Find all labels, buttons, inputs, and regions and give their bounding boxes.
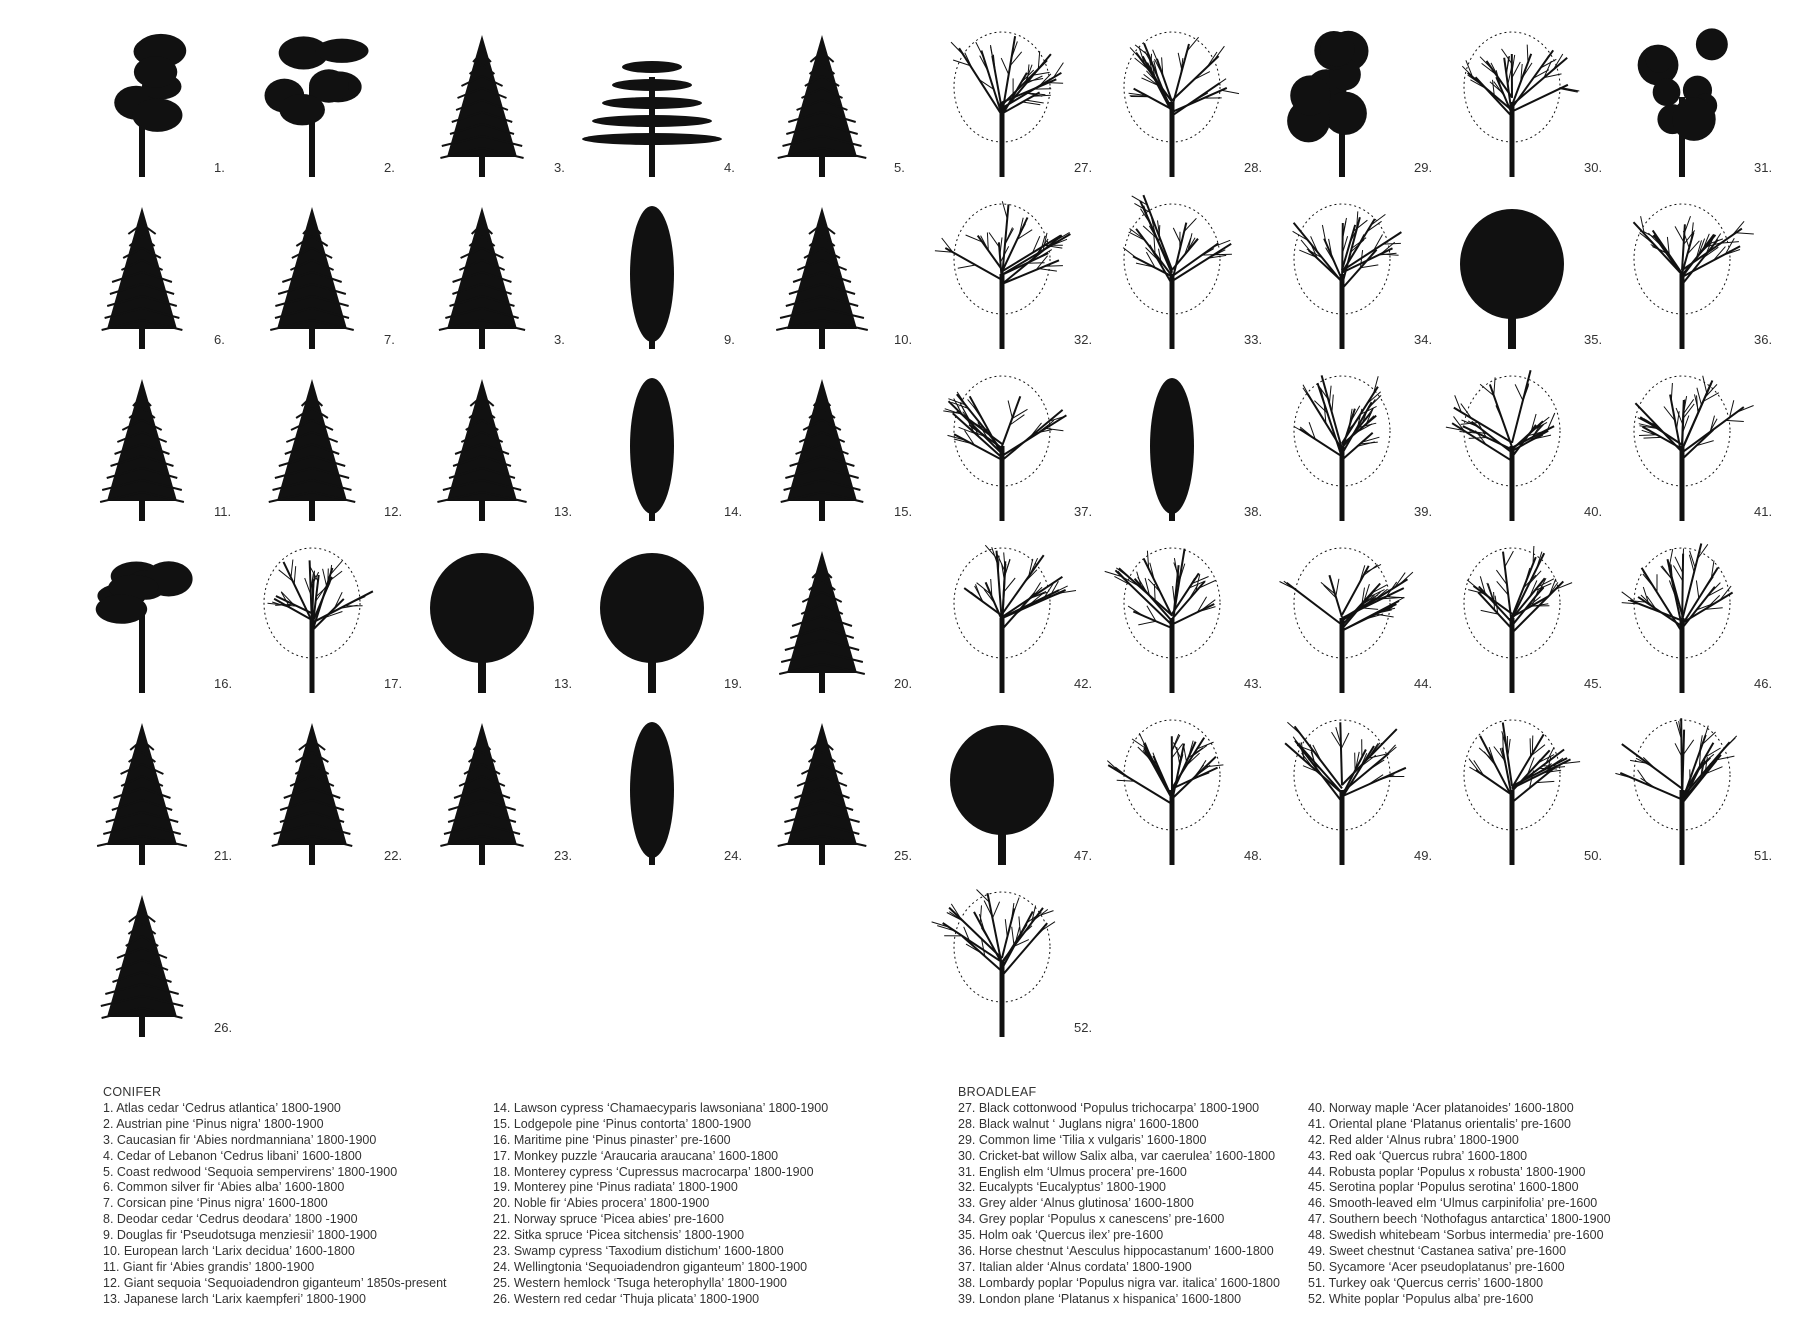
tree-number-label: 31. — [1754, 160, 1773, 175]
tree-number-label: 36. — [1754, 332, 1773, 347]
tree-silhouette — [242, 22, 412, 187]
tree-icon — [252, 27, 372, 182]
legend-entry: 14. Lawson cypress ‘Chamaecyparis lawsoniana’ 1800-1900 — [493, 1100, 829, 1115]
tree-icon — [82, 887, 202, 1042]
tree-icon — [942, 887, 1062, 1042]
tree-number-label: 46. — [1754, 676, 1773, 691]
legend-entry: 17. Monkey puzzle ‘Araucaria araucana’ 1600-1800 — [493, 1148, 779, 1163]
legend-entry: 35. Holm oak ‘Quercus ilex’ pre-1600 — [958, 1228, 1164, 1243]
tree-silhouette — [752, 22, 922, 187]
tree-silhouette — [932, 22, 1102, 187]
tree-silhouette — [72, 194, 242, 359]
legend-entry: 27. Black cottonwood ‘Populus trichocarpa’ 1800-1900 — [958, 1100, 1260, 1115]
tree-number-label: 28. — [1244, 160, 1263, 175]
tree-number-label: 41. — [1754, 504, 1773, 519]
tree-icon — [1622, 543, 1742, 698]
tree-silhouette — [1612, 22, 1782, 187]
tree-number-label: 40. — [1584, 504, 1603, 519]
tree-number-label: 30. — [1584, 160, 1603, 175]
legend-entry: 19. Monterey pine ‘Pinus radiata’ 1800-1900 — [493, 1180, 738, 1195]
legend-section-title — [1308, 1085, 1611, 1101]
tree-silhouette — [1612, 538, 1782, 703]
tree-icon — [1112, 715, 1232, 870]
tree-silhouette — [1442, 22, 1612, 187]
legend-entry: 33. Grey alder ‘Alnus glutinosa’ 1600-1800 — [958, 1196, 1194, 1211]
tree-silhouette — [1102, 194, 1272, 359]
tree-silhouette — [932, 194, 1102, 359]
legend-entry: 32. Eucalypts ‘Eucalyptus’ 1800-1900 — [958, 1180, 1167, 1195]
legend-entry: 31. English elm ‘Ulmus procera’ pre-1600 — [958, 1164, 1187, 1179]
tree-silhouette — [752, 194, 922, 359]
tree-number-label: 37. — [1074, 504, 1093, 519]
tree-silhouette — [1272, 22, 1442, 187]
legend-entry: 2. Austrian pine ‘Pinus nigra’ 1800-1900 — [103, 1116, 324, 1131]
tree-icon — [422, 543, 542, 698]
tree-number-label: 4. — [724, 160, 735, 175]
legend-entry: 8. Deodar cedar ‘Cedrus deodara’ 1800 -1900 — [103, 1212, 358, 1227]
legend-entry: 20. Noble fir ‘Abies procera’ 1800-1900 — [493, 1196, 710, 1211]
tree-icon — [1452, 199, 1572, 354]
tree-number-label: 11. — [214, 504, 232, 519]
legend-entry: 52. White poplar ‘Populus alba’ pre-1600 — [1308, 1291, 1534, 1306]
tree-icon — [1282, 199, 1402, 354]
tree-silhouette — [1442, 366, 1612, 531]
tree-number-label: 33. — [1244, 332, 1263, 347]
tree-number-label: 49. — [1414, 848, 1433, 863]
tree-icon — [1112, 543, 1232, 698]
tree-number-label: 29. — [1414, 160, 1433, 175]
tree-number-label: 1. — [214, 160, 225, 175]
tree-icon — [252, 715, 372, 870]
legend-entry: 22. Sitka spruce ‘Picea sitchensis’ 1800-1900 — [493, 1228, 745, 1243]
tree-icon — [942, 27, 1062, 182]
legend-entry: 34. Grey poplar ‘Populus x canescens’ pre-1600 — [958, 1212, 1225, 1227]
tree-icon — [1112, 27, 1232, 182]
tree-number-label: 2. — [384, 160, 395, 175]
tree-number-label: 5. — [894, 160, 905, 175]
legend-section-title: BROADLEAF — [958, 1085, 1037, 1099]
legend-entry: 23. Swamp cypress ‘Taxodium distichum’ 1600-1800 — [493, 1244, 784, 1259]
legend-entry: 45. Serotina poplar ‘Populus serotina’ 1600-1800 — [1308, 1180, 1579, 1195]
tree-number-label: 15. — [894, 504, 913, 519]
tree-icon — [592, 543, 712, 698]
tree-icon — [252, 199, 372, 354]
legend-entry: 38. Lombardy poplar ‘Populus nigra var. italica’ 1600-1800 — [958, 1275, 1280, 1290]
tree-silhouette — [752, 366, 922, 531]
legend-conifer-col-2 — [493, 1085, 828, 1308]
tree-icon — [762, 27, 882, 182]
tree-silhouette — [412, 194, 582, 359]
tree-icon — [762, 715, 882, 870]
tree-silhouette — [1442, 538, 1612, 703]
tree-icon — [592, 371, 712, 526]
legend-entry: 49. Sweet chestnut ‘Castanea sativa’ pre-1600 — [1308, 1244, 1567, 1259]
tree-icon — [1452, 715, 1572, 870]
legend-entry: 50. Sycamore ‘Acer pseudoplatanus’ pre-1600 — [1308, 1259, 1565, 1274]
tree-silhouette — [582, 366, 752, 531]
tree-number-label: 10. — [894, 332, 913, 347]
tree-icon — [1112, 371, 1232, 526]
tree-silhouette — [1272, 710, 1442, 875]
tree-silhouette — [1442, 194, 1612, 359]
tree-number-label: 16. — [214, 676, 233, 691]
tree-icon — [252, 371, 372, 526]
legend-entry: 3. Caucasian fir ‘Abies nordmanniana’ 1800-1900 — [103, 1132, 377, 1147]
legend-entry: 43. Red oak ‘Quercus rubra’ 1600-1800 — [1308, 1148, 1528, 1163]
legend-entry: 42. Red alder ‘Alnus rubra’ 1800-1900 — [1308, 1132, 1519, 1147]
tree-number-label: 23. — [554, 848, 573, 863]
tree-silhouette — [1102, 22, 1272, 187]
legend-entry: 47. Southern beech ‘Nothofagus antarctica’ 1800-1900 — [1308, 1212, 1611, 1227]
legend-entry: 26. Western red cedar ‘Thuja plicata’ 1800-1900 — [493, 1291, 760, 1306]
tree-number-label: 35. — [1584, 332, 1603, 347]
tree-silhouette — [582, 538, 752, 703]
legend-entry: 10. European larch ‘Larix decidua’ 1600-1800 — [103, 1244, 355, 1259]
tree-silhouette — [932, 710, 1102, 875]
tree-icon — [1452, 371, 1572, 526]
legend-entry: 46. Smooth-leaved elm ‘Ulmus carpinifolia’ pre-1600 — [1308, 1196, 1598, 1211]
tree-silhouette — [242, 710, 412, 875]
tree-icon — [592, 199, 712, 354]
tree-silhouette — [412, 710, 582, 875]
tree-silhouette — [582, 22, 752, 187]
tree-silhouette — [582, 194, 752, 359]
tree-silhouette — [1102, 710, 1272, 875]
tree-silhouette — [582, 710, 752, 875]
legend-entry: 5. Coast redwood ‘Sequoia sempervirens’ 1800-1900 — [103, 1164, 398, 1179]
tree-number-label: 6. — [214, 332, 225, 347]
tree-icon — [942, 371, 1062, 526]
tree-icon — [252, 543, 372, 698]
tree-silhouette — [1612, 194, 1782, 359]
legend-entry: 9. Douglas fir ‘Pseudotsuga menziesii’ 1800-1900 — [103, 1228, 378, 1243]
legend-section-title: CONIFER — [103, 1085, 162, 1099]
tree-icon — [422, 371, 542, 526]
tree-number-label: 52. — [1074, 1020, 1093, 1035]
legend-entry: 39. London plane ‘Platanus x hispanica’ 1600-1800 — [958, 1291, 1242, 1306]
tree-number-label: 14. — [724, 504, 743, 519]
tree-icon — [1622, 715, 1742, 870]
tree-icon — [1282, 715, 1402, 870]
tree-number-label: 39. — [1414, 504, 1433, 519]
tree-number-label: 34. — [1414, 332, 1433, 347]
tree-silhouette — [1612, 710, 1782, 875]
legend-entry: 40. Norway maple ‘Acer platanoides’ 1600-1800 — [1308, 1100, 1574, 1115]
legend-broadleaf-col-1 — [958, 1085, 1280, 1308]
legend-entry: 24. Wellingtonia ‘Sequoiadendron giganteum’ 1800-1900 — [493, 1259, 808, 1274]
tree-icon — [82, 371, 202, 526]
tree-number-label: 3. — [554, 160, 565, 175]
tree-number-label: 19. — [724, 676, 743, 691]
legend-entry: 30. Cricket-bat willow Salix alba, var caerulea’ 1600-1800 — [958, 1148, 1276, 1163]
legend-entry: 13. Japanese larch ‘Larix kaempferi’ 1800-1900 — [103, 1291, 366, 1306]
tree-icon — [942, 543, 1062, 698]
tree-number-label: 38. — [1244, 504, 1263, 519]
tree-icon — [422, 27, 542, 182]
tree-silhouette — [1272, 538, 1442, 703]
tree-icon — [82, 27, 202, 182]
legend-entry: 16. Maritime pine ‘Pinus pinaster’ pre-1600 — [493, 1132, 731, 1147]
tree-icon — [1282, 543, 1402, 698]
legend-broadleaf-col-2 — [1308, 1085, 1611, 1308]
tree-silhouette — [752, 710, 922, 875]
legend-entry: 25. Western hemlock ‘Tsuga heterophylla’ 1800-1900 — [493, 1275, 787, 1290]
tree-icon — [422, 199, 542, 354]
tree-icon — [592, 27, 712, 182]
tree-silhouette — [72, 882, 242, 1047]
tree-icon — [1282, 27, 1402, 182]
tree-number-label: 20. — [894, 676, 913, 691]
tree-number-label: 13. — [554, 504, 573, 519]
tree-icon — [82, 715, 202, 870]
tree-silhouette — [932, 538, 1102, 703]
tree-silhouette — [412, 366, 582, 531]
tree-number-label: 48. — [1244, 848, 1263, 863]
legend-entry: 51. Turkey oak ‘Quercus cerris’ 1600-1800 — [1308, 1275, 1544, 1290]
tree-silhouette — [752, 538, 922, 703]
tree-icon — [762, 543, 882, 698]
legend-entry: 12. Giant sequoia ‘Sequoiadendron giganteum’ 1850s-present — [103, 1275, 447, 1290]
tree-number-label: 44. — [1414, 676, 1433, 691]
tree-silhouette — [412, 538, 582, 703]
legend-entry: 44. Robusta poplar ‘Populus x robusta’ 1800-1900 — [1308, 1164, 1586, 1179]
tree-number-label: 17. — [384, 676, 403, 691]
tree-silhouette — [932, 882, 1102, 1047]
tree-silhouette — [72, 366, 242, 531]
legend-entry: 15. Lodgepole pine ‘Pinus contorta’ 1800-1900 — [493, 1116, 752, 1131]
tree-silhouette — [1272, 194, 1442, 359]
tree-icon — [1452, 27, 1572, 182]
tree-number-label: 45. — [1584, 676, 1603, 691]
tree-number-label: 27. — [1074, 160, 1093, 175]
legend-entry: 28. Black walnut ‘ Juglans nigra’ 1600-1800 — [958, 1116, 1199, 1131]
tree-number-label: 26. — [214, 1020, 233, 1035]
tree-number-label: 3. — [554, 332, 565, 347]
tree-icon — [1622, 199, 1742, 354]
legend-entry: 48. Swedish whitebeam ‘Sorbus intermedia’ pre-1600 — [1308, 1228, 1604, 1243]
tree-number-label: 24. — [724, 848, 743, 863]
legend-entry: 29. Common lime ‘Tilia x vulgaris’ 1600-1800 — [958, 1132, 1207, 1147]
tree-silhouette — [1102, 366, 1272, 531]
tree-silhouette — [1272, 366, 1442, 531]
legend-entry: 1. Atlas cedar ‘Cedrus atlantica’ 1800-1900 — [103, 1100, 341, 1115]
tree-silhouette — [1612, 366, 1782, 531]
tree-number-label: 43. — [1244, 676, 1263, 691]
tree-icon — [422, 715, 542, 870]
tree-icon — [592, 715, 712, 870]
tree-icon — [82, 199, 202, 354]
tree-icon — [942, 199, 1062, 354]
tree-number-label: 7. — [384, 332, 395, 347]
tree-silhouette — [412, 22, 582, 187]
legend-conifer-col-1 — [103, 1085, 447, 1308]
tree-number-label: 32. — [1074, 332, 1093, 347]
legend-entry: 21. Norway spruce ‘Picea abies’ pre-1600 — [493, 1212, 724, 1227]
legend-section-title — [493, 1085, 828, 1101]
legend-entry: 7. Corsican pine ‘Pinus nigra’ 1600-1800 — [103, 1196, 328, 1211]
tree-number-label: 21. — [214, 848, 233, 863]
tree-number-label: 47. — [1074, 848, 1093, 863]
tree-number-label: 42. — [1074, 676, 1093, 691]
tree-number-label: 9. — [724, 332, 735, 347]
tree-silhouette — [72, 22, 242, 187]
tree-number-label: 25. — [894, 848, 913, 863]
tree-icon — [82, 543, 202, 698]
tree-number-label: 50. — [1584, 848, 1603, 863]
tree-silhouette — [1102, 538, 1272, 703]
tree-number-label: 12. — [384, 504, 403, 519]
tree-icon — [762, 199, 882, 354]
tree-number-label: 22. — [384, 848, 403, 863]
tree-icon — [1622, 27, 1742, 182]
legend-entry: 18. Monterey cypress ‘Cupressus macrocarpa’ 1800-1900 — [493, 1164, 814, 1179]
tree-silhouette — [932, 366, 1102, 531]
tree-silhouette — [72, 538, 242, 703]
tree-silhouette — [72, 710, 242, 875]
tree-icon — [1452, 543, 1572, 698]
tree-icon — [1112, 199, 1232, 354]
tree-silhouette — [242, 194, 412, 359]
tree-icon — [762, 371, 882, 526]
tree-silhouette — [242, 366, 412, 531]
tree-number-label: 51. — [1754, 848, 1773, 863]
tree-icon — [942, 715, 1062, 870]
tree-icon — [1622, 371, 1742, 526]
legend-entry: 4. Cedar of Lebanon ‘Cedrus libani’ 1600-1800 — [103, 1148, 362, 1163]
legend-entry: 37. Italian alder ‘Alnus cordata’ 1800-1900 — [958, 1259, 1192, 1274]
legend-entry: 11. Giant fir ‘Abies grandis’ 1800-1900 — [103, 1259, 315, 1274]
tree-icon — [1282, 371, 1402, 526]
tree-silhouette — [1442, 710, 1612, 875]
legend-entry: 41. Oriental plane ‘Platanus orientalis’ pre-1600 — [1308, 1116, 1571, 1131]
tree-number-label: 13. — [554, 676, 573, 691]
tree-silhouette — [242, 538, 412, 703]
legend-entry: 6. Common silver fir ‘Abies alba’ 1600-1800 — [103, 1180, 345, 1195]
legend-entry: 36. Horse chestnut ‘Aesculus hippocastanum’ 1600-1800 — [958, 1244, 1274, 1259]
